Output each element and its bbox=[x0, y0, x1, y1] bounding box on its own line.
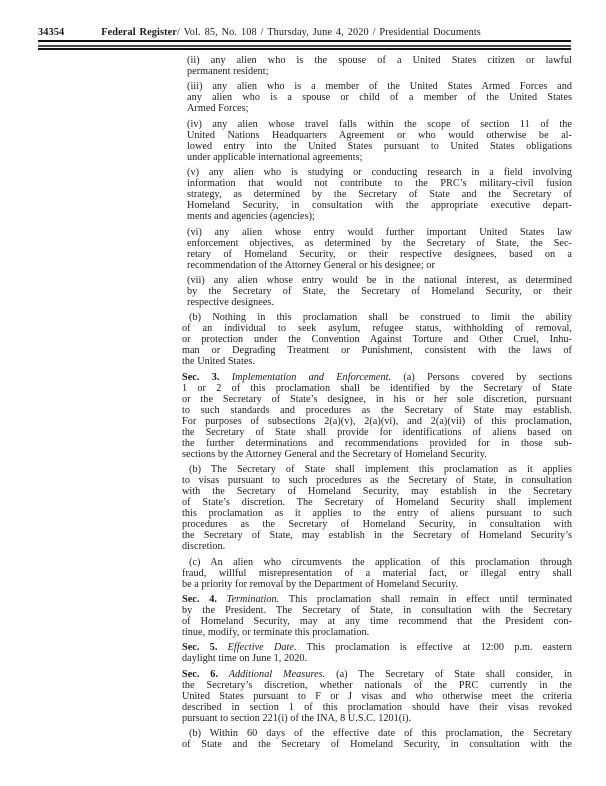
line-text: any alien who is a spouse or child of a member of the United States bbox=[187, 92, 572, 104]
text-line bbox=[182, 449, 572, 460]
paragraph-3 bbox=[182, 119, 572, 163]
line-text: to such standards and procedures as the Secretary of State may establish. bbox=[182, 404, 572, 416]
line-text: the United States. bbox=[182, 356, 256, 368]
text-line bbox=[182, 702, 572, 713]
text-line bbox=[182, 627, 572, 638]
line-text: retary of Homeland Security, or their respective designees, based on a bbox=[187, 248, 572, 260]
section-title: Termination. bbox=[216, 593, 280, 605]
text-line bbox=[187, 141, 572, 152]
section-text: This proclamation shall remain in effect until terminated bbox=[279, 593, 573, 605]
line-text: (b) The Secretary of State shall implement this proclamation as it applies bbox=[189, 464, 572, 476]
line-text: by the Secretary of State, the Secretary of Homeland Security, or their bbox=[187, 285, 572, 297]
line-text: by the President. The Secretary of State, in consultation with the Secretary bbox=[182, 604, 572, 616]
line-text: For purposes of subsections 2(a)(v), 2(a)(vi), and 2(a)(vii) of this proclamation, bbox=[182, 415, 572, 427]
section-title: Implementation and Enforcement. bbox=[219, 371, 392, 383]
text-line bbox=[182, 579, 572, 590]
line-text: Armed Forces; bbox=[187, 103, 249, 115]
line-text: enforcement objectives, as determined by the Secretary of State, the Sec- bbox=[187, 237, 572, 249]
line-text: fraud, willful misrepresentation of a material fact, or illegal entry shall bbox=[182, 567, 572, 579]
line-text: United Nations Headquarters Agreement or who would otherwise be al- bbox=[187, 129, 572, 141]
line-text: information that would not contribute to the PRC’s military-civil fusion bbox=[187, 178, 572, 190]
text-line bbox=[187, 227, 572, 238]
line-text: lowed entry into the United States pursuant to United States obligations bbox=[187, 140, 572, 152]
line-text: sections by the Attorney General and the Secretary of Homeland Security. bbox=[182, 448, 487, 460]
page-number: 34354 bbox=[38, 27, 65, 38]
text-line bbox=[182, 464, 572, 475]
text-line bbox=[182, 680, 572, 691]
text-line bbox=[187, 297, 572, 308]
text-line bbox=[182, 594, 572, 605]
text-line bbox=[182, 616, 572, 627]
line-text: of Homeland Security, may at any time recommend that the President con- bbox=[182, 615, 572, 627]
text-line bbox=[187, 189, 572, 200]
text-line bbox=[182, 323, 572, 334]
line-text: described in section 1 of this proclamation should have their visas revoked bbox=[182, 701, 572, 713]
line-text: (iii) any alien who is a member of the United States Armed Forces and bbox=[187, 81, 572, 93]
text-line bbox=[182, 557, 572, 568]
paragraph-13 bbox=[182, 669, 572, 724]
line-text: (b) Within 60 days of the effective date of this proclamation, the Secretary bbox=[189, 728, 572, 740]
text-line bbox=[182, 405, 572, 416]
section-label: Sec. 6. bbox=[182, 668, 219, 680]
line-text: of an individual to seek asylum, refugee status, withholding of removal, bbox=[182, 323, 572, 335]
line-text: the Secretary of State, may establish in the Secretary of Homeland Security’s bbox=[182, 530, 572, 542]
line-text: ments and agencies (agencies); bbox=[187, 211, 315, 223]
line-text: or protection under the Convention Against Torture and Other Cruel, Inhu- bbox=[182, 334, 572, 346]
paragraph-8 bbox=[182, 372, 572, 460]
line-text: strategy, as determined by the Secretary of State and the Secretary of bbox=[187, 189, 572, 201]
text-line bbox=[182, 438, 572, 449]
text-line bbox=[182, 486, 572, 497]
text-line bbox=[182, 691, 572, 702]
text-line bbox=[187, 286, 572, 297]
paragraph-6 bbox=[182, 275, 572, 308]
line-text: the Secretary of State shall provide for identifications of aliens based on bbox=[182, 426, 572, 438]
issue-info: / Vol. 85, No. 108 / Thursday, June 4, 2020 / Presidential Documents bbox=[176, 27, 481, 38]
paragraph-2 bbox=[182, 81, 572, 114]
text-line bbox=[182, 312, 572, 323]
line-text: tinue, modify, or terminate this proclamation. bbox=[182, 626, 370, 638]
text-line bbox=[182, 508, 572, 519]
paragraph-9 bbox=[182, 464, 572, 552]
line-text: 1 or 2 of this proclamation shall be identified by the Secretary of State bbox=[182, 382, 572, 394]
text-line bbox=[182, 427, 572, 438]
text-line bbox=[187, 55, 572, 66]
text-line bbox=[187, 92, 572, 103]
line-text: discretion. bbox=[182, 541, 226, 553]
text-line bbox=[182, 739, 572, 750]
text-line bbox=[187, 103, 572, 114]
paragraph-10 bbox=[182, 557, 572, 590]
line-text: procedures as the Secretary of Homeland Security, in consultation with bbox=[182, 519, 572, 531]
line-text: permanent resident; bbox=[187, 66, 269, 77]
line-text: (c) An alien who circumvents the application of this proclamation through bbox=[189, 556, 572, 568]
line-text: of State’s discretion. The Secretary of Homeland Security shall implement bbox=[182, 497, 572, 509]
line-text: Homeland Security, in consultation with the appropriate executive depart- bbox=[187, 200, 572, 212]
line-text: this proclamation as it applies to the entry of aliens pursuant to such bbox=[182, 508, 572, 520]
section-text: (a) Persons covered by sections bbox=[391, 371, 572, 383]
text-line bbox=[187, 275, 572, 286]
text-line bbox=[182, 568, 572, 579]
document-body bbox=[182, 55, 572, 754]
section-label: Sec. 3. bbox=[182, 371, 220, 383]
paragraph-4 bbox=[182, 167, 572, 222]
header-rule-thin bbox=[38, 40, 571, 42]
line-text: (vii) any alien whose entry would be in the national interest, as determined bbox=[187, 274, 572, 286]
line-text: man or Degrading Treatment or Punishment, consistent with the laws of bbox=[182, 345, 572, 357]
line-text: daylight time on June 1, 2020. bbox=[182, 653, 308, 665]
line-text: (ii) any alien who is the spouse of a United States citizen or lawful bbox=[187, 55, 572, 66]
line-text: of State and the Secretary of Homeland Security, in consultation with the bbox=[182, 739, 572, 751]
text-line bbox=[182, 642, 572, 653]
text-line bbox=[187, 130, 572, 141]
section-label: Sec. 5. bbox=[182, 642, 218, 654]
journal-title: Federal Register bbox=[101, 27, 177, 38]
line-text: under applicable international agreements; bbox=[187, 151, 363, 163]
text-line bbox=[182, 669, 572, 680]
section-label: Sec. 4. bbox=[182, 593, 217, 605]
text-line bbox=[187, 167, 572, 178]
text-line bbox=[187, 178, 572, 189]
text-line bbox=[187, 249, 572, 260]
text-line bbox=[182, 345, 572, 356]
text-line bbox=[182, 416, 572, 427]
text-line bbox=[182, 383, 572, 394]
paragraph-11 bbox=[182, 594, 572, 638]
line-text: (b) Nothing in this proclamation shall be construed to limit the ability bbox=[189, 312, 572, 324]
section-title: Effective Date. bbox=[217, 642, 297, 654]
paragraph-12 bbox=[182, 642, 572, 664]
running-head bbox=[101, 27, 481, 38]
text-line bbox=[182, 475, 572, 486]
line-text: (v) any alien who is studying or conducting research in a field involving bbox=[187, 167, 572, 179]
line-text: respective designees. bbox=[187, 296, 275, 308]
paragraph-5 bbox=[182, 227, 572, 271]
section-text: (a) The Secretary of State shall consider, in bbox=[325, 668, 572, 680]
paragraph-1 bbox=[182, 55, 572, 77]
text-line bbox=[187, 238, 572, 249]
text-line bbox=[187, 81, 572, 92]
page-header bbox=[38, 27, 571, 38]
line-text: to visas pursuant to such procedures as the Secretary of State, in consultation bbox=[182, 475, 572, 487]
section-title: Additional Measures. bbox=[218, 668, 326, 680]
text-line bbox=[182, 653, 572, 664]
section-text: This proclamation is effective at 12:00 p.m. eastern bbox=[296, 642, 572, 654]
text-line bbox=[182, 728, 572, 739]
text-line bbox=[187, 66, 572, 77]
text-line bbox=[182, 372, 572, 383]
text-line bbox=[182, 394, 572, 405]
text-line bbox=[182, 356, 572, 367]
text-line bbox=[187, 119, 572, 130]
line-text: with the Secretary of Homeland Security, may establish in the Secretary bbox=[182, 486, 572, 498]
text-line bbox=[182, 497, 572, 508]
line-text: the further determinations and recommendations provided for in those sub- bbox=[182, 437, 572, 449]
text-line bbox=[182, 334, 572, 345]
line-text: or the Secretary of State’s designee, in his or her sole discretion, pursuant bbox=[182, 393, 572, 405]
text-line bbox=[182, 530, 572, 541]
text-line bbox=[182, 713, 572, 724]
line-text: be a priority for removal by the Department of Homeland Security. bbox=[182, 578, 459, 590]
line-text: (vi) any alien whose entry would further important United States law bbox=[187, 226, 572, 238]
text-line bbox=[187, 200, 572, 211]
paragraph-7 bbox=[182, 312, 572, 367]
text-line bbox=[187, 260, 572, 271]
text-line bbox=[182, 541, 572, 552]
line-text: the Secretary’s discretion, whether nationals of the PRC currently in the bbox=[182, 679, 572, 691]
text-line bbox=[187, 152, 572, 163]
line-text: pursuant to section 221(i) of the INA, 8 U.S.C. 1201(i). bbox=[182, 712, 412, 724]
line-text: (iv) any alien whose travel falls within the scope of section 11 of the bbox=[187, 118, 572, 130]
paragraph-14 bbox=[182, 728, 572, 750]
line-text: United States pursuant to F or J visas and who otherwise meet the criteria bbox=[182, 690, 572, 702]
header-rule-double bbox=[38, 45, 571, 50]
text-line bbox=[182, 605, 572, 616]
text-line bbox=[187, 211, 572, 222]
line-text: recommendation of the Attorney General or his designee; or bbox=[187, 259, 435, 271]
text-line bbox=[182, 519, 572, 530]
